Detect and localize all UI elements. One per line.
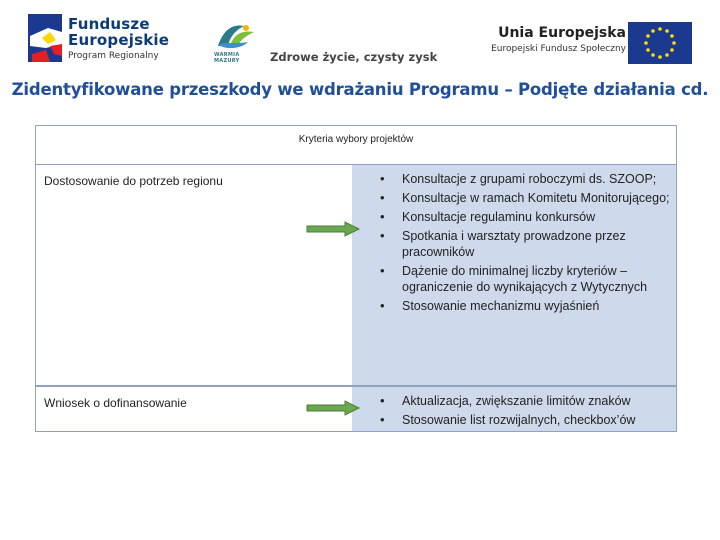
list-item: • Dążenie do minimalnej liczby kryteriów – ograniczenie do wynikających z Wytycznych (380, 263, 670, 295)
wm-text (214, 52, 240, 64)
eu-flag-icon (628, 22, 692, 64)
criteria-table (35, 125, 677, 432)
page-title: Zidentyfikowane przeszkody we wdrażaniu Programu – Podjęte działania cd. (11, 80, 709, 99)
table-row (35, 164, 677, 386)
fe-line3: Program Regionalny (68, 51, 159, 61)
bullet-list (380, 393, 670, 428)
right-arrow-icon (305, 221, 361, 237)
list-item: • Konsultacje w ramach Komitetu Monitorującego; (380, 190, 670, 206)
row-label: Dostosowanie do potrzeb regionu (36, 165, 352, 385)
right-arrow-icon (305, 400, 361, 416)
row-actions (352, 165, 676, 385)
list-item: • Spotkania i warsztaty prowadzone przez pracowników (380, 228, 670, 260)
fe-flag-icon (28, 14, 62, 62)
list-item: • Konsultacje z grupami roboczymi ds. SZOOP; (380, 171, 670, 187)
bullet-list (380, 171, 670, 314)
list-item: • Konsultacje regulaminu konkursów (380, 209, 670, 225)
list-item: • Aktualizacja, zwiększanie limitów znaków (380, 393, 670, 409)
list-item: • Stosowanie list rozwijalnych, checkbox’ów (380, 412, 670, 428)
wm-text-line1: WARMIA (214, 52, 240, 58)
warmia-mazury-emblem-icon (214, 22, 258, 52)
fe-text (68, 16, 169, 62)
unia-europejska-logo (468, 20, 698, 66)
ue-text (491, 24, 626, 56)
ue-line2: Europejski Fundusz Społeczny (491, 44, 626, 54)
fe-line1: Fundusze (68, 15, 150, 33)
warmia-mazury-logo (214, 22, 258, 66)
fe-line2: Europejskie (68, 31, 170, 49)
ue-line1: Unia Europejska (498, 25, 626, 41)
fundusze-europejskie-logo (28, 12, 193, 68)
list-item: • Stosowanie mechanizmu wyjaśnień (380, 298, 670, 314)
table-header: Kryteria wybory projektów (35, 125, 677, 164)
row-actions (352, 387, 676, 431)
row-label: Wniosek o dofinansowanie (36, 387, 352, 431)
slogan: Zdrowe życie, czysty zysk (270, 50, 438, 64)
wm-text-line2: MAZURY (214, 58, 240, 64)
